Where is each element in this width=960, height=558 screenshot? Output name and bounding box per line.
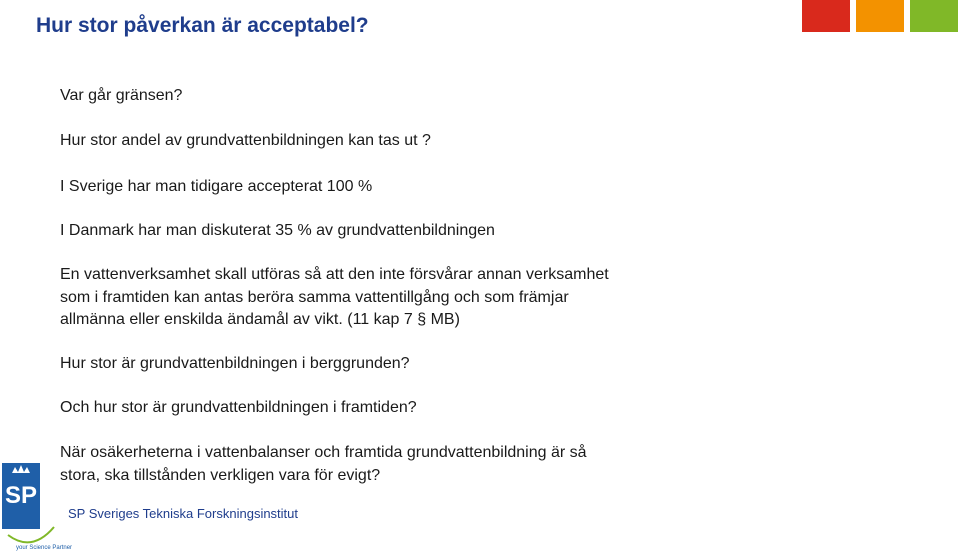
closing-paragraph-line: stora, ska tillstånden verkligen vara för evigt?	[60, 466, 381, 484]
red-square	[802, 0, 850, 32]
law-paragraph-line: som i framtiden kan antas beröra samma vattentillgång och som främjar	[60, 288, 569, 306]
law-paragraph-line: allmänna eller enskilda ändamål av vikt. (11 kap 7 § MB)	[60, 311, 460, 328]
text-line-3: I Sverige har man tidigare accepterat 100 %	[60, 178, 373, 195]
text-line-7: Och hur stor är grundvattenbildningen i framtiden?	[60, 399, 417, 416]
text-line-6: Hur stor är grundvattenbildningen i berggrunden?	[60, 355, 410, 372]
organization-name: SP Sveriges Tekniska Forskningsinstitut	[68, 506, 299, 521]
closing-paragraph	[60, 442, 587, 487]
law-paragraph-line: En vattenverksamhet skall utföras så att den inte försvårar annan verksamhet	[60, 266, 609, 283]
sp-logo	[2, 463, 73, 555]
text-line-1: Var går gränsen?	[60, 87, 183, 104]
logo-tagline: your Science Partner	[16, 545, 73, 551]
green-square	[910, 0, 958, 32]
closing-paragraph-line: När osäkerheterna i vattenbalanser och framtida grundvattenbildning är så	[60, 444, 587, 461]
orange-square	[856, 0, 904, 32]
text-line-4: I Danmark har man diskuterat 35 % av grundvattenbildningen	[60, 222, 495, 239]
tagline-arc-icon	[8, 527, 54, 542]
text-line-2: Hur stor andel av grundvattenbildningen kan tas ut ?	[60, 132, 431, 149]
logo-letters: SP	[4, 482, 38, 509]
slide-title: Hur stor påverkan är acceptabel?	[36, 14, 369, 37]
accent-squares	[802, 0, 958, 32]
law-paragraph	[60, 264, 609, 332]
